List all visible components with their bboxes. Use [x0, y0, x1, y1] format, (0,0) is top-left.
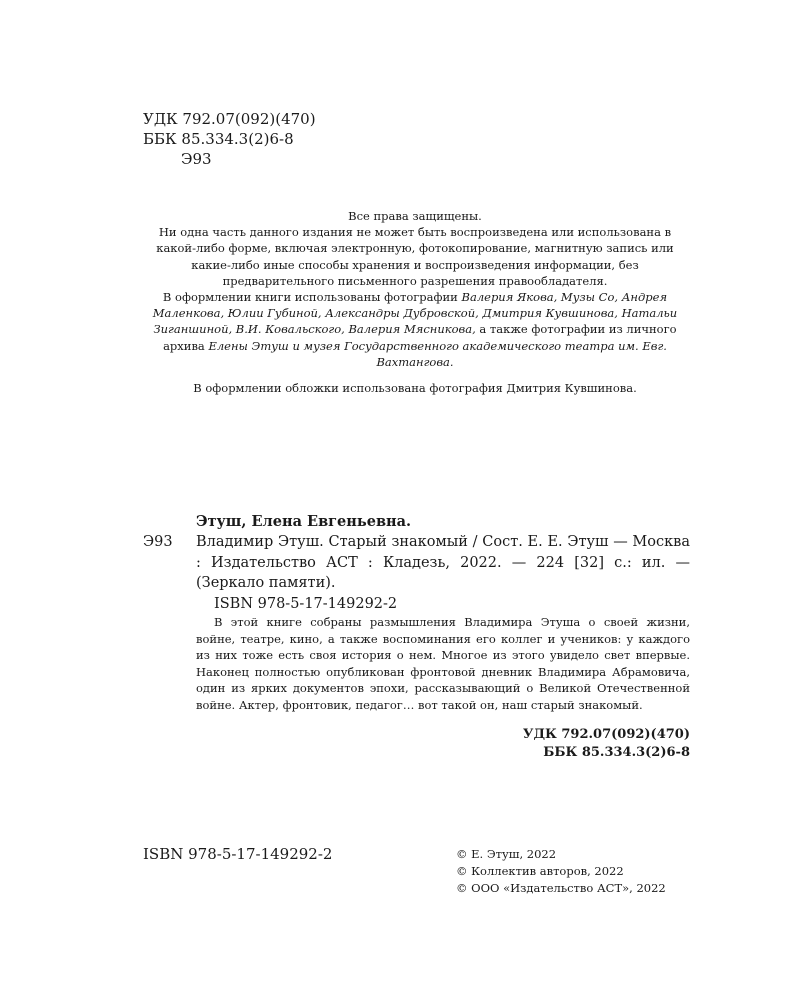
copyright-line: © Е. Этуш, 2022 [456, 847, 557, 861]
copyright-list [456, 846, 666, 897]
photo-credits-archive: Елены Этуш и музея Государственного академического театра им. Евг. Вахтангова. [208, 338, 667, 369]
bibliography-description: Владимир Этуш. Старый знакомый / Сост. Е. Е. Этуш — Москва : Издательство АСТ : Кладезь, 2022. — 224 [32] с.: ил. — (Зеркало памяти). [196, 534, 690, 591]
bibliography-code: Э93 [143, 534, 173, 550]
footer-isbn: ISBN 978-5-17-149292-2 [143, 845, 333, 863]
photo-credits-also: а также фотографии из личного архива [163, 322, 677, 353]
classification-codes [143, 109, 316, 169]
photo-credits [140, 289, 690, 370]
copyright-line: © Коллектив авторов, 2022 [456, 864, 624, 878]
photo-credits-names: Валерия Якова, Музы Со, Андрея Маленкова, Юлии Губиной, Александры Дубровской, Дмитрия Кувшинова, Натальи Зиганшиной, В.И. Ковальского, Валерия Мясникова, [152, 290, 678, 337]
bibliography-isbn: ISBN 978-5-17-149292-2 [214, 596, 398, 612]
copyright-line: © ООО «Издательство АСТ», 2022 [456, 881, 666, 895]
bibliography-author: Этуш, Елена Евгеньевна. [196, 513, 412, 530]
annotation-codes [523, 726, 690, 762]
cover-photo-note: В оформлении обложки использована фотография Дмитрия Кувшинова. [193, 381, 637, 395]
annotation-bbk: ББК 85.334.3(2)6-8 [543, 745, 690, 760]
rights-title: Все права защищены. [348, 209, 482, 223]
annotation-udk: УДК 792.07(092)(470) [522, 727, 690, 742]
author-mark: Э93 [181, 150, 212, 168]
udk-code: УДК 792.07(092)(470) [143, 110, 316, 128]
rights-text: Ни одна часть данного издания не может быть воспроизведена или использована в какой-либо форме, включая электронную, фотокопирование, магнитную запись или какие-либо иные способы хранения и воспроизведения информации, без предварительного письменного разрешения правообладателя. [156, 225, 674, 288]
bbk-code: ББК 85.334.3(2)6-8 [143, 130, 294, 148]
photo-credits-intro: В оформлении книги использованы фотографии [162, 290, 458, 305]
rights-notice [140, 208, 690, 370]
annotation-text: В этой книге собраны размышления Владимира Этуша о своей жизни, войне, театре, кино, а также воспоминания его коллег и учеников: у каждого из них тоже есть своя история о нем. Многое из этого увидело свет впервые. Наконец полностью опубликован фронтовой дневник Владимира Абрамовича, один из ярких документов эпохи, рассказывающий о Великой Отечественной войне. Актер, фронтовик, педагог… вот такой он, наш старый знакомый. [196, 615, 690, 712]
